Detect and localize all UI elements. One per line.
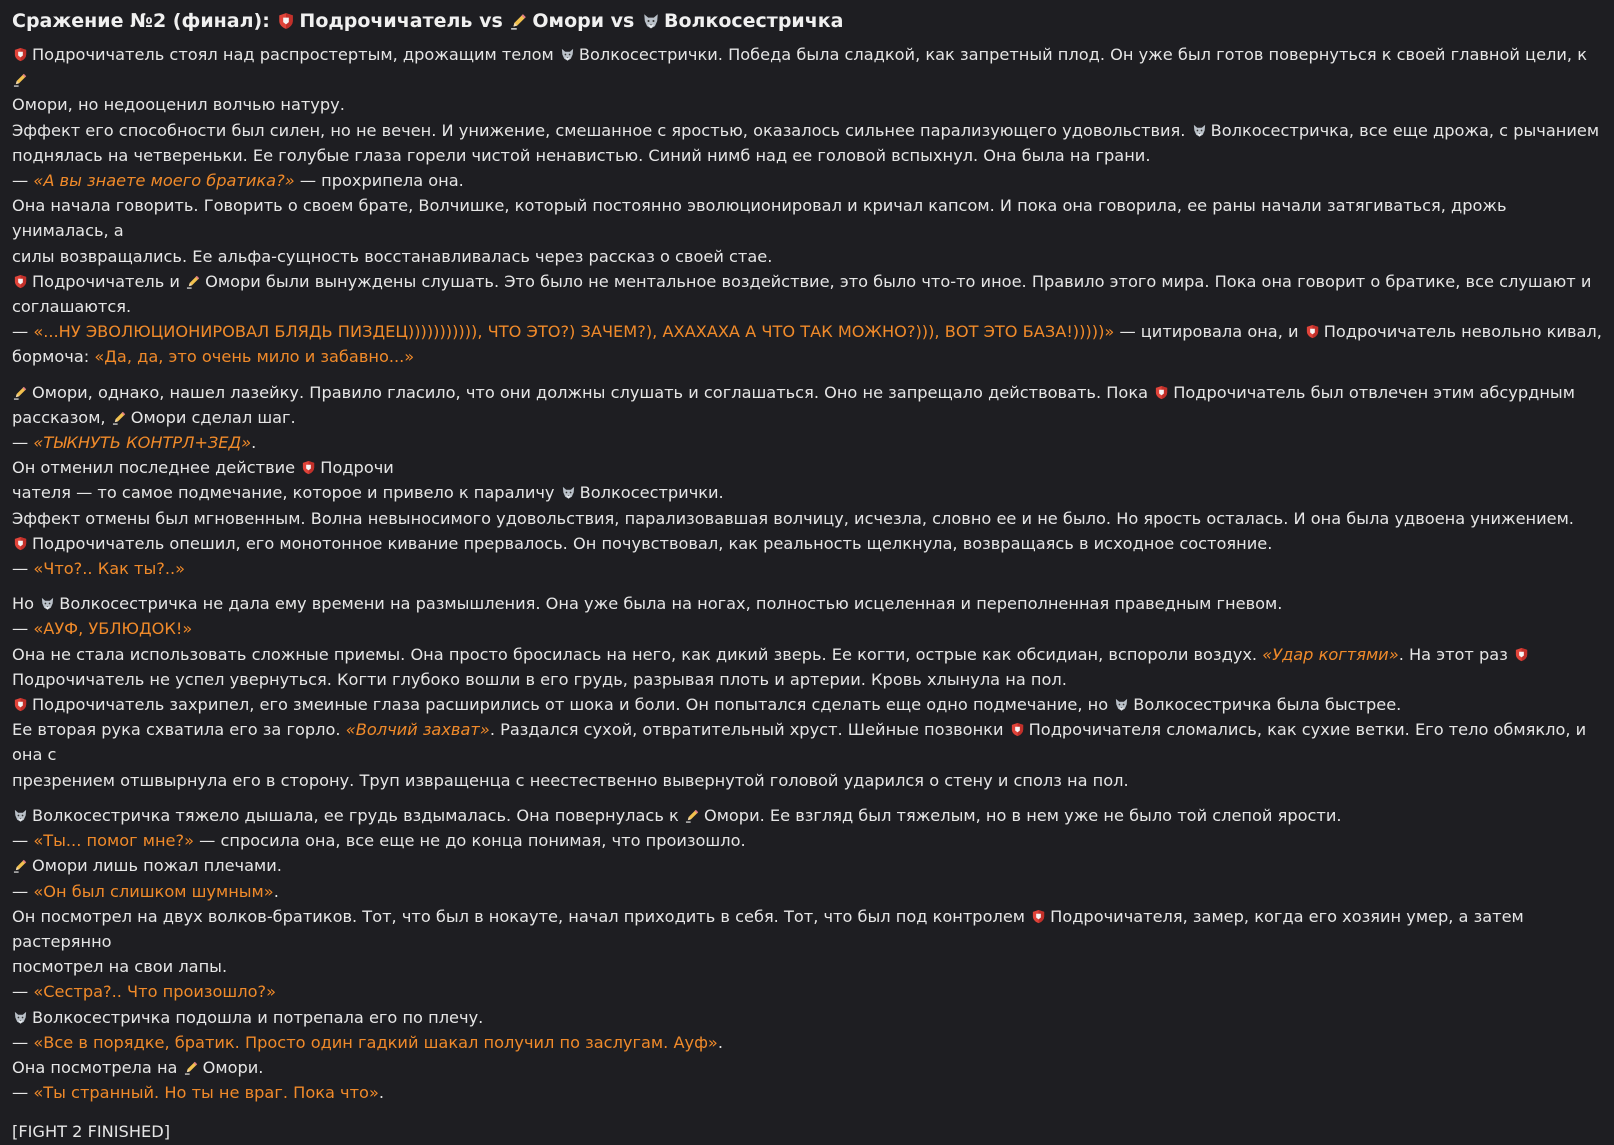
shield-icon [301,460,316,475]
text-span: силы возвращались. Ее альфа-сущность восстанавливалась через рассказ о своей стае. [12,246,773,266]
text-span: Подрочичателя сломались, как сухие ветки. Его тело обмякло, и она с [12,720,1587,765]
text-span: . [273,881,279,901]
shield-icon [13,47,28,62]
text-line [12,717,1602,767]
dash: — [12,1032,29,1052]
quote: «Волчий захват» [345,720,490,740]
text-line [12,768,1602,793]
dialogue-line [12,879,1602,904]
paragraph-1 [12,42,1602,370]
wolf-icon [561,485,576,500]
text-span: рассказом, [12,407,106,427]
text-span: Подрочичатель не успел увернуться. Когти глубоко вошли в его грудь, разрывая плоть и артерии. Кровь хлынула на пол. [12,669,1067,689]
title-name-2: Омори [532,10,605,32]
quote: «А вы знаете моего братика?» [33,171,295,191]
text-span: Подрочичателя, замер, когда его хозяин умер, а затем растерянно [12,906,1524,951]
paragraph-3 [12,591,1602,793]
dash: — [12,881,29,901]
title-name-1: Подрочичатель [299,10,473,32]
wolf-icon [13,1010,28,1025]
dash: — [12,322,29,342]
dialogue-line [12,1030,1602,1055]
text-span: Омори. [202,1057,264,1077]
dash: — [12,559,29,579]
quote: «Сестра?.. Что произошло?» [33,982,276,1002]
text-span: . [251,433,257,453]
text-line [12,642,1602,667]
dialogue-line [12,168,1602,193]
shield-icon [1031,909,1046,924]
text-span: Подрочичатель захрипел, его змеиные глаза расширились от шока и боли. Он попытался сделать еще одно подмечание, но [32,695,1109,715]
paragraph-4 [12,803,1602,1105]
quote: «Ты... помог мне?» [33,831,195,851]
paragraph-2 [12,380,1602,582]
pencil-icon [13,385,28,400]
text-line [12,591,1602,616]
pencil-icon [685,808,700,823]
text-span: Эффект отмены был мгновенным. Волна невыносимого удовольствия, парализовавшая волчицу, исчезла, словно ее и не было. Но ярость осталась. И она была удвоена унижением. [12,508,1574,528]
page-title [12,8,1602,34]
text-span: Волкосестрички. Победа была сладкой, как запретный плод. Он уже был готов повернуться к своей главной цели, к [578,45,1587,64]
text-line [12,294,1602,319]
text-line [12,506,1602,531]
text-span: Омори были вынуждены слушать. Это было не ментальное воздействие, это было что-то иное. Правило этого мира. Пока она говорит о братике, все слушают и [205,271,1592,291]
text-line [12,692,1602,717]
text-line [12,42,1602,92]
wolf-icon [560,47,575,62]
text-span: Но [12,594,35,614]
dialogue-line [12,1080,1602,1105]
dash: — [12,171,29,191]
text-line [12,118,1602,143]
text-span: Волкосестричка не дала ему времени на размышления. Она уже была на ногах, полностью исцеленная и переполненная праведным гневом. [59,594,1283,614]
dash: — [12,982,29,1002]
text-line [12,667,1602,692]
wolf-icon [1192,123,1207,138]
text-span: Она посмотрела на [12,1057,178,1077]
quote: «Ты странный. Но ты не враг. Пока что» [33,1083,379,1103]
text-line [12,380,1602,405]
title-prefix: Сражение №2 (финал): [12,10,270,32]
text-span: презрением отшвырнула его в сторону. Труп извращенца с неестественно вывернутой головой ударился о стену и сполз на пол. [12,770,1129,790]
text-span: Она не стала использовать сложные приемы. Она просто бросилась на него, как дикий зверь. Ее когти, острые как обсидиан, вспороли воздух. [12,644,1258,664]
shield-icon [1514,647,1529,662]
text-span: . [378,1083,385,1103]
dialogue-line [12,556,1602,581]
dash: — [12,433,29,453]
text-span: Волкосестричка тяжело дышала, ее грудь вздымалась. Она повернулась к [32,805,679,825]
text-line [12,954,1602,979]
pencil-icon [186,274,201,289]
text-span: Омори лишь пожал плечами. [32,856,282,876]
wolf-icon [642,12,660,30]
shield-icon [13,697,28,712]
text-span: Подрочичатель был отвлечен этим абсурдным [1173,382,1575,402]
dash: — [12,831,29,851]
title-name-3: Волкосестричка [664,10,844,32]
shield-icon [1010,722,1025,737]
title-vs-1: vs [479,10,503,32]
wolf-icon [1114,697,1129,712]
text-line [12,143,1602,168]
pencil-icon [112,410,127,425]
text-span: Она начала говорить. Говорить о своем брате, Волчишке, который постоянно эволюционировал и кричал капсом. И пока она говорила, ее раны начали затягиваться, дрожь унималась, а [12,196,1507,241]
text-span: Ее вторая рука схватила его за горло. [12,720,341,740]
text-span: . [717,1032,723,1052]
dialogue-line [12,979,1602,1004]
dialogue-line [12,828,1602,853]
text-line [12,405,1602,430]
text-span: . На этот раз [1398,644,1508,664]
pencil-icon [184,1060,199,1075]
text-span: Омори. Ее взгляд был тяжелым, но в нем уже не было той слепой ярости. [703,805,1342,825]
shield-icon [13,274,28,289]
text-span: — спросила она, все еще не до конца понимая, что произошло. [199,831,746,851]
pencil-icon [510,12,528,30]
wolf-icon [40,596,55,611]
dialogue-line [12,616,1602,641]
title-vs-2: vs [610,10,635,32]
text-line [12,92,1602,117]
shield-icon [277,12,295,30]
text-span: Волкосестричка была быстрее. [1133,695,1402,715]
quote: «Он был слишком шумным» [33,881,274,901]
text-span: Он отменил последнее действие [12,458,296,478]
text-line [12,480,1602,505]
text-line [12,531,1602,556]
text-span: Подрочичатель опешил, его монотонное кивание прервалось. Он почувствовал, как реальность щелкнула, возвращаясь в исходное состояние. [32,533,1273,553]
text-span: Волкосестричка подошла и потрепала его по плечу. [32,1007,484,1027]
quote: «АУФ, УБЛЮДОК!» [33,619,193,639]
pencil-icon [13,858,28,873]
text-span: поднялась на четвереньки. Ее голубые глаза горели чистой ненавистью. Синий нимб над ее головой вспыхнул. Она была на грани. [12,145,1151,165]
text-span: соглашаются. [12,297,132,317]
text-span: Подрочичатель невольно кивал, [1323,322,1602,342]
text-line [12,904,1602,954]
text-line [12,803,1602,828]
text-span: Омори сделал шаг. [130,407,296,427]
text-span: Омори, однако, нашел лазейку. Правило гласило, что они должны слушать и соглашаться. Оно не запрещало действовать. Пока [32,382,1149,402]
text-span: чателя — то самое подмечание, которое и привело к параличу [12,483,555,503]
shield-icon [1305,324,1320,339]
dialogue-line [12,344,1602,369]
fight-status: [FIGHT 2 FINISHED] [12,1122,171,1142]
wolf-icon [13,808,28,823]
text-line [12,853,1602,878]
text-span: Эффект его способности был силен, но не вечен. И унижение, смешанное с яростью, оказалось сильнее парализующего удовольствия. [12,120,1186,140]
quote: «ТЫКНУТЬ КОНТРЛ+ЗЕД» [33,433,252,453]
text-line [12,193,1602,243]
text-span: Волкосестричка, все еще дрожа, с рычанием [1210,120,1600,140]
text-span: посмотрел на свои лапы. [12,957,228,977]
text-span: — прохрипела она. [299,171,464,191]
quote: «Да, да, это очень мило и забавно...» [94,347,415,367]
text-line [12,269,1602,294]
text-span: Омори, но недооценил волчью натуру. [12,95,345,115]
dash: — [12,619,29,639]
dialogue-line [12,319,1602,344]
shield-icon [1154,385,1169,400]
text-span: Подрочичатель стоял над распростертым, дрожащим телом [32,45,554,64]
quote: «...НУ ЭВОЛЮЦИОНИРОВАЛ БЛЯДЬ ПИЗДЕЦ))))))))))), ЧТО ЭТО?) ЗАЧЕМ?), АХАХАХА А ЧТО ТАК МОЖНО?))), ВОТ ЭТО БАЗА!)))))» [33,322,1115,342]
text-span: Волкосестрички. [579,483,724,503]
text-span: Подрочи [320,458,394,478]
text-line [12,1005,1602,1030]
text-span: . Раздался сухой, отвратительный хруст. Шейные позвонки [489,720,1004,740]
quote: «Все в порядке, братик. Просто один гадкий шакал получил по заслугам. Ауф» [33,1032,718,1052]
dash: — [12,1083,29,1103]
text-span: Подрочичатель и [32,271,180,291]
pencil-icon [13,72,28,87]
text-span: бормоча: [12,347,90,367]
text-span: — цитировала она, и [1119,322,1299,342]
quote: «Что?.. Как ты?..» [33,559,186,579]
text-line [12,455,1602,480]
text-span: Он посмотрел на двух волков-братиков. Тот, что был в нокауте, начал приходить в себя. Тот, что был под контролем [12,906,1025,926]
quote: «Удар когтями» [1262,644,1399,664]
dialogue-line [12,430,1602,455]
text-line [12,1055,1602,1080]
text-line [12,244,1602,269]
shield-icon [13,536,28,551]
